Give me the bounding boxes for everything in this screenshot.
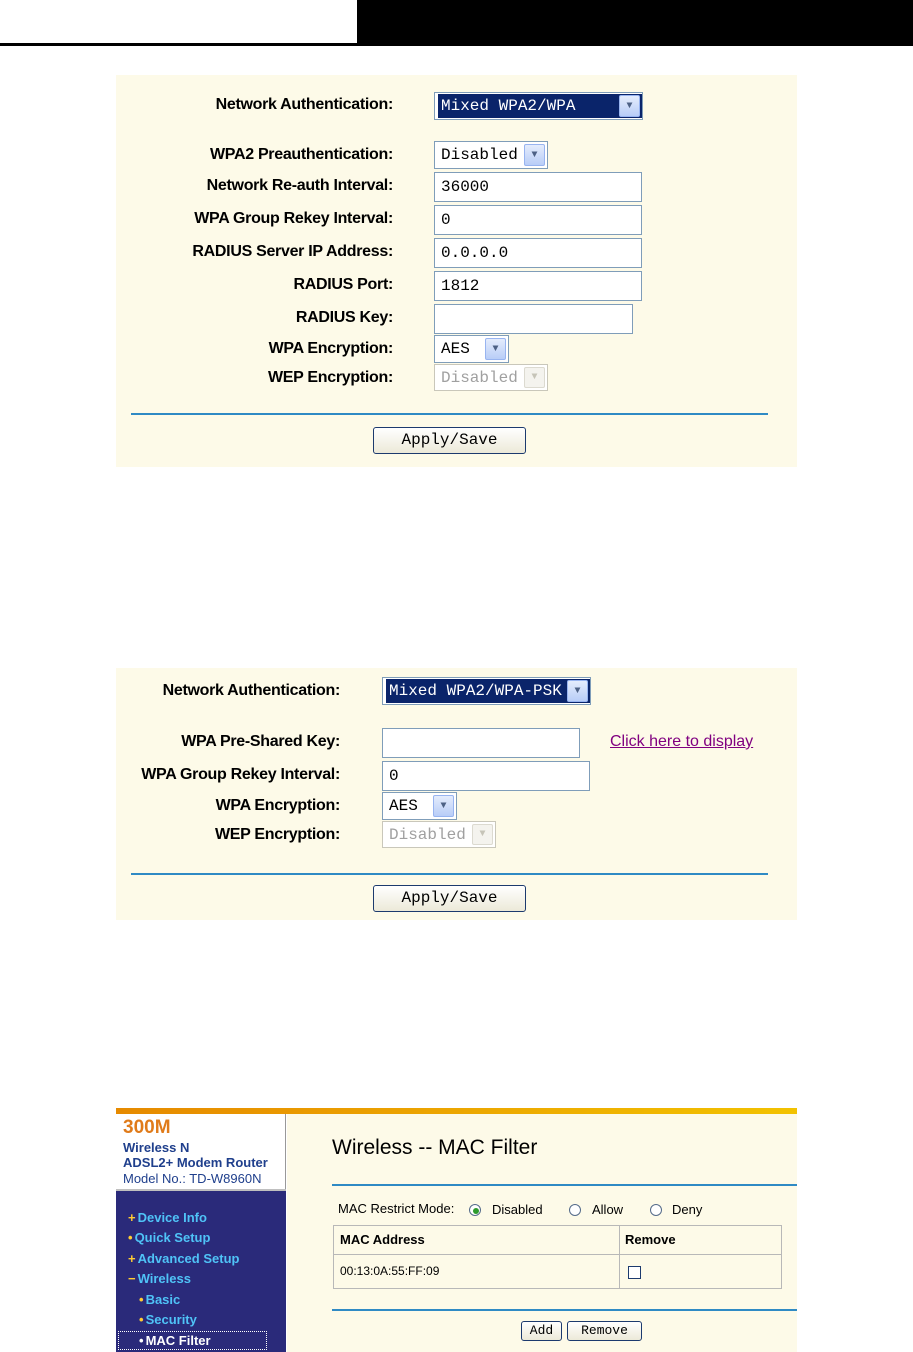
wep-encryption-label: WEP Encryption: — [215, 826, 340, 843]
group-rekey-input[interactable]: 0 — [434, 205, 642, 235]
wpa-encryption-label: WPA Encryption: — [268, 340, 393, 357]
divider — [131, 873, 768, 875]
brand-block — [116, 1114, 286, 1194]
col-mac-address: MAC Address — [340, 1232, 425, 1247]
divider — [131, 413, 768, 415]
brand-line2: ADSL2+ Modem Router — [123, 1155, 268, 1170]
radius-port-label: RADIUS Port: — [293, 276, 393, 293]
radio-disabled-label: Disabled — [492, 1202, 543, 1217]
nav-quick-setup[interactable]: • Quick Setup — [128, 1230, 211, 1245]
apply-save-button[interactable]: Apply/Save — [373, 427, 526, 454]
click-to-display-link[interactable]: Click here to display — [610, 733, 754, 750]
chevron-down-icon[interactable]: ▼ — [619, 95, 640, 117]
chevron-down-icon[interactable]: ▼ — [485, 338, 506, 360]
network-auth-select[interactable]: Mixed WPA2/WPA-PSK ▼ — [382, 677, 591, 705]
wep-encryption-label: WEP Encryption: — [268, 369, 393, 386]
radio-allow[interactable] — [569, 1204, 581, 1216]
col-remove: Remove — [625, 1232, 676, 1247]
wpa2-preauth-select[interactable]: Disabled ▼ — [434, 141, 548, 169]
wep-encryption-select: Disabled ▼ — [434, 364, 548, 391]
radio-allow-label: Allow — [592, 1202, 624, 1217]
header-bar — [357, 0, 913, 44]
restrict-mode-label: MAC Restrict Mode: — [338, 1201, 455, 1216]
radius-port-input[interactable]: 1812 — [434, 271, 642, 301]
apply-save-button[interactable]: Apply/Save — [373, 885, 526, 912]
radius-key-label: RADIUS Key: — [295, 309, 393, 326]
table-col-rule — [619, 1225, 620, 1289]
remove-button[interactable]: Remove — [567, 1321, 642, 1341]
header-rule — [0, 43, 913, 46]
add-button[interactable]: Add — [521, 1321, 562, 1341]
table-header-rule — [333, 1254, 782, 1255]
psk-input[interactable] — [382, 728, 580, 758]
remove-checkbox[interactable] — [628, 1266, 641, 1279]
nav-wireless[interactable]: − Wireless — [128, 1271, 191, 1286]
bottom-divider — [332, 1309, 797, 1311]
brand-line1: Wireless N — [123, 1140, 190, 1155]
nav-device-info[interactable]: + Device Info — [128, 1210, 207, 1225]
radius-key-input[interactable] — [434, 304, 633, 334]
radio-deny[interactable] — [650, 1204, 662, 1216]
group-rekey-label: WPA Group Rekey Interval: — [141, 766, 340, 783]
chevron-down-icon[interactable]: ▼ — [433, 795, 454, 817]
wpa-encryption-label: WPA Encryption: — [215, 797, 340, 814]
title-divider — [332, 1184, 797, 1186]
wpa-encryption-select[interactable]: AES ▼ — [434, 335, 509, 363]
page-title: Wireless -- MAC Filter — [332, 1136, 538, 1159]
chevron-down-icon[interactable]: ▼ — [567, 680, 588, 702]
reauth-interval-input[interactable]: 36000 — [434, 172, 642, 202]
reauth-interval-label: Network Re-auth Interval: — [206, 177, 393, 194]
wep-encryption-select: Disabled ▼ — [382, 821, 496, 848]
group-rekey-label: WPA Group Rekey Interval: — [194, 210, 393, 227]
nav-mac-filter[interactable]: • MAC Filter — [139, 1333, 211, 1348]
group-rekey-input[interactable]: 0 — [382, 761, 590, 791]
chevron-down-icon[interactable]: ▼ — [524, 144, 545, 166]
radio-deny-label: Deny — [672, 1202, 703, 1217]
chevron-down-icon: ▼ — [472, 824, 493, 845]
radius-ip-label: RADIUS Server IP Address: — [192, 243, 393, 260]
nav-advanced-setup[interactable]: + Advanced Setup — [128, 1251, 240, 1266]
radio-disabled[interactable] — [469, 1204, 481, 1216]
brand-model-no: Model No.: TD-W8960N — [123, 1171, 262, 1186]
nav-basic[interactable]: • Basic — [139, 1292, 181, 1307]
wpa2-preauth-label: WPA2 Preauthentication: — [209, 146, 393, 163]
radius-ip-input[interactable]: 0.0.0.0 — [434, 238, 642, 268]
nav-security[interactable]: • Security — [139, 1312, 197, 1327]
brand-model: 300M — [123, 1117, 171, 1138]
network-auth-select[interactable]: Mixed WPA2/WPA ▼ — [434, 92, 643, 120]
chevron-down-icon: ▼ — [524, 367, 545, 388]
network-auth-label: Network Authentication: — [162, 682, 340, 699]
mac-address-cell: 00:13:0A:55:FF:09 — [340, 1264, 440, 1278]
wpa-encryption-select[interactable]: AES ▼ — [382, 792, 457, 820]
network-auth-label: Network Authentication: — [215, 96, 393, 113]
psk-label: WPA Pre-Shared Key: — [181, 733, 340, 750]
